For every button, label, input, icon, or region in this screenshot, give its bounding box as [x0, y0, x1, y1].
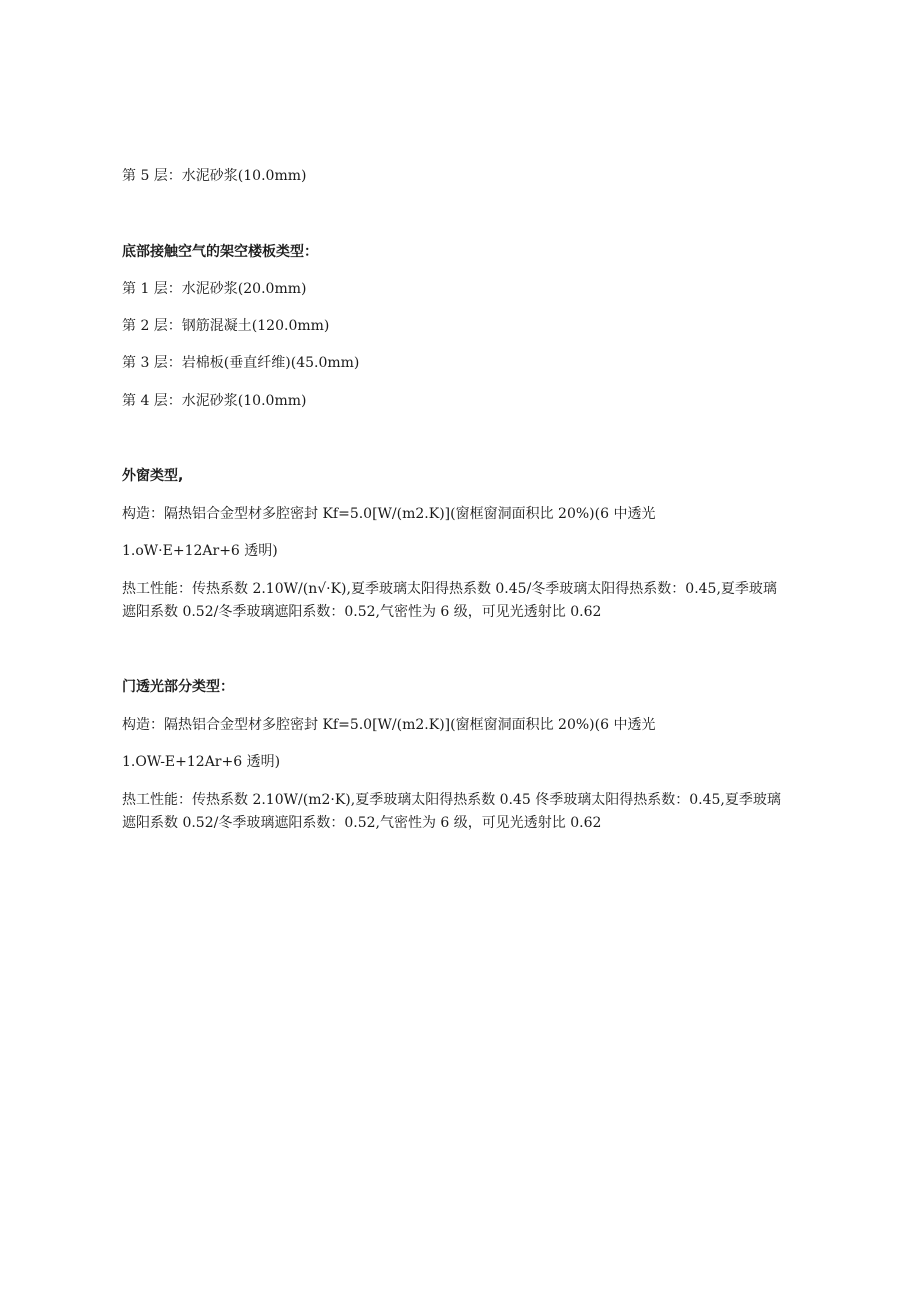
window-construction-line-1: 构造：隔热铝合金型材多腔密封 Kf=5.0[W/(m2.K)](窗框窗洞面积比 20%)(6 中透光	[122, 506, 656, 522]
door-thermal-line-1: 热工性能：传热系数 2.10W/(m2·K),夏季玻璃太阳得热系数 0.45 佟季玻璃太阳得热系数：0.45,夏季玻璃	[122, 792, 781, 808]
window-thermal-line-1: 热工性能：传热系数 2.10W/(n√·K),夏季玻璃太阳得热系数 0.45/冬季玻璃太阳得热系数：0.45,夏季玻璃	[122, 581, 777, 597]
window-construction-line-2: 1.oW·E+12Ar+6 透明)	[122, 543, 278, 559]
window-section-heading: 外窗类型,	[122, 468, 184, 484]
door-thermal-line-2: 遮阳系数 0.52/冬季玻璃遮阳系数：0.52,气密性为 6 级，可见光透射比 0.62	[122, 815, 602, 831]
floor-section-heading: 底部接触空气的架空楼板类型：	[122, 244, 318, 260]
door-construction-line-1: 构造：隔热铝合金型材多腔密封 Kf=5.0[W/(m2.K)](窗框窗洞面积比 20%)(6 中透光	[122, 717, 656, 733]
floor-layer-1: 第 1 层：水泥砂浆(20.0mm)	[122, 281, 307, 297]
door-section-heading: 门透光部分类型：	[122, 679, 234, 695]
door-construction-line-2: 1.OW-E+12Ar+6 透明)	[122, 754, 281, 770]
floor-layer-3: 第 3 层：岩棉板(垂直纤维)(45.0mm)	[122, 355, 360, 371]
layer-5-item: 第 5 层：水泥砂浆(10.0mm)	[122, 168, 307, 184]
floor-layer-2: 第 2 层：钢筋混凝土(120.0mm)	[122, 318, 330, 334]
floor-layer-4: 第 4 层：水泥砂浆(10.0mm)	[122, 393, 307, 409]
window-thermal-line-2: 遮阳系数 0.52/冬季玻璃遮阳系数：0.52,气密性为 6 级，可见光透射比 0.62	[122, 604, 602, 620]
